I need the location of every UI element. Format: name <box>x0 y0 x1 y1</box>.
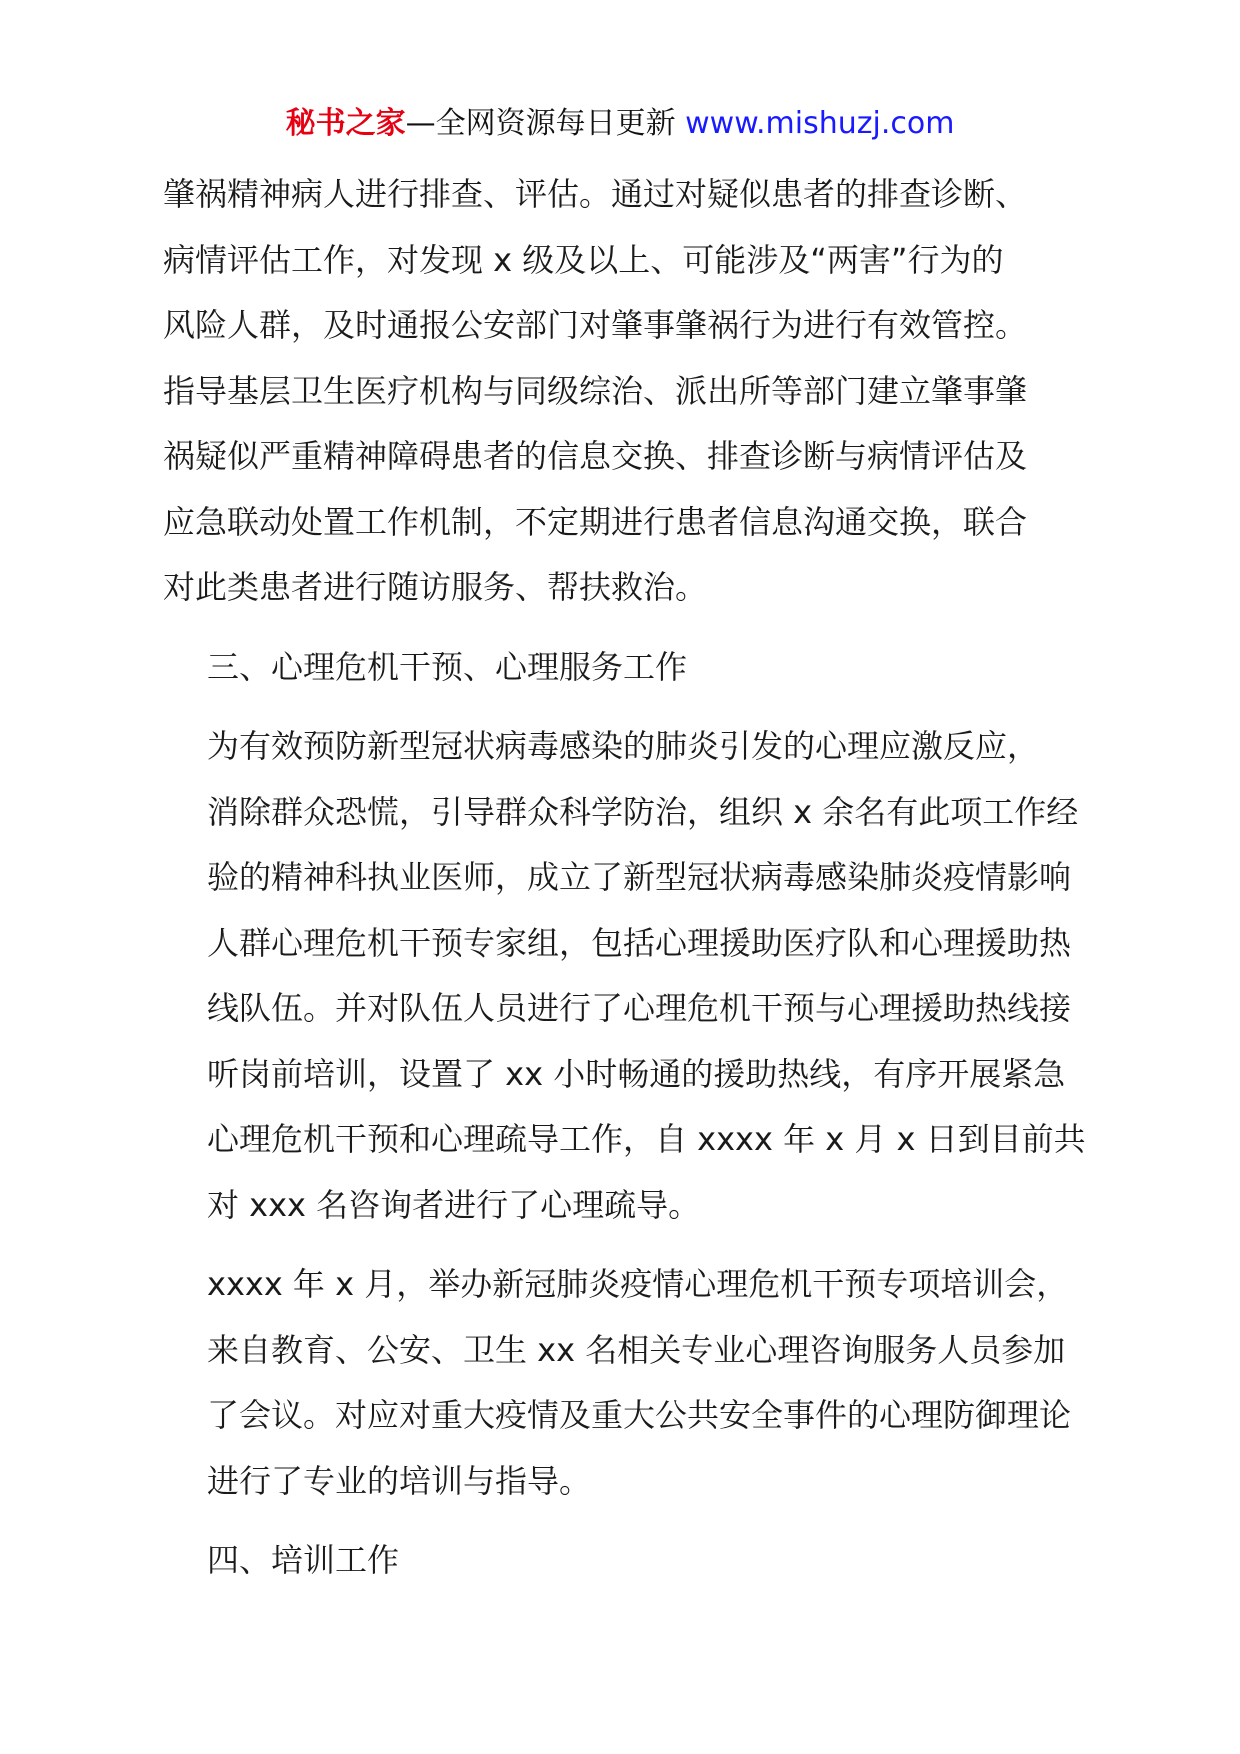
heading-text: 四、培训工作 <box>207 1541 400 1579</box>
text-line: 应急联动处置工作机制，不定期进行患者信息沟通交换，联合 <box>163 502 1028 541</box>
document-body <box>163 162 1086 1594</box>
text-line: 病情评估工作，对发现 x 级及以上、可能涉及“两害”行为的 <box>163 240 1004 279</box>
section-heading-4 <box>163 1528 1083 1594</box>
watermark-header <box>0 104 1240 144</box>
paragraph-continuation <box>163 162 1083 621</box>
text-line: 进行了专业的培训与指导。 <box>207 1461 592 1500</box>
heading-text: 三、心理危机干预、心理服务工作 <box>207 647 688 686</box>
text-line: 人群心理危机干预专家组，包括心理援助医疗队和心理援助热 <box>207 923 1072 962</box>
text-line: 验的精神科执业医师，成立了新型冠状病毒感染肺炎疫情影响 <box>207 858 1072 896</box>
text-line: 为有效预防新型冠状病毒感染的肺炎引发的心理应激反应， <box>207 727 1040 765</box>
text-line: 了会议。对应对重大疫情及重大公共安全事件的心理防御理论 <box>207 1396 1072 1434</box>
text-line: 对此类患者进行随访服务、帮扶救治。 <box>163 568 708 606</box>
text-line: xxxx 年 x 月，举办新冠肺炎疫情心理危机干预专项培训会， <box>207 1265 1069 1303</box>
text-line: 指导基层卫生医疗机构与同级综治、派出所等部门建立肇事肇 <box>163 371 1028 410</box>
text-line: 风险人群，及时通报公安部门对肇事肇祸行为进行有效管控。 <box>163 306 1028 344</box>
text-line: 线队伍。并对队伍人员进行了心理危机干预与心理援助热线接 <box>207 989 1072 1027</box>
paragraph-psych-crisis <box>163 714 1086 1238</box>
paragraph-training-session <box>163 1252 1083 1514</box>
brand-name: 秘书之家 <box>285 106 406 141</box>
text-line: 祸疑似严重精神障碍患者的信息交换、排查诊断与病情评估及 <box>163 437 1028 475</box>
text-line: 听岗前培训，设置了 xx 小时畅通的援助热线，有序开展紧急 <box>207 1054 1066 1093</box>
header-tagline: —全网资源每日更新 <box>405 106 676 141</box>
text-line: 肇祸精神病人进行排查、评估。通过对疑似患者的排查诊断、 <box>163 175 1028 213</box>
site-url-link[interactable]: www.mishuzj.com <box>685 106 955 141</box>
text-line: 消除群众恐慌，引导群众科学防治，组织 x 余名有此项工作经 <box>207 792 1079 831</box>
text-line: 对 xxx 名咨询者进行了心理疏导。 <box>207 1185 701 1224</box>
section-heading-3 <box>163 635 1083 701</box>
text-line: 来自教育、公安、卫生 xx 名相关专业心理咨询服务人员参加 <box>207 1330 1066 1369</box>
text-line: 心理危机干预和心理疏导工作，自 xxxx 年 x 月 x 日到目前共 <box>207 1120 1086 1158</box>
